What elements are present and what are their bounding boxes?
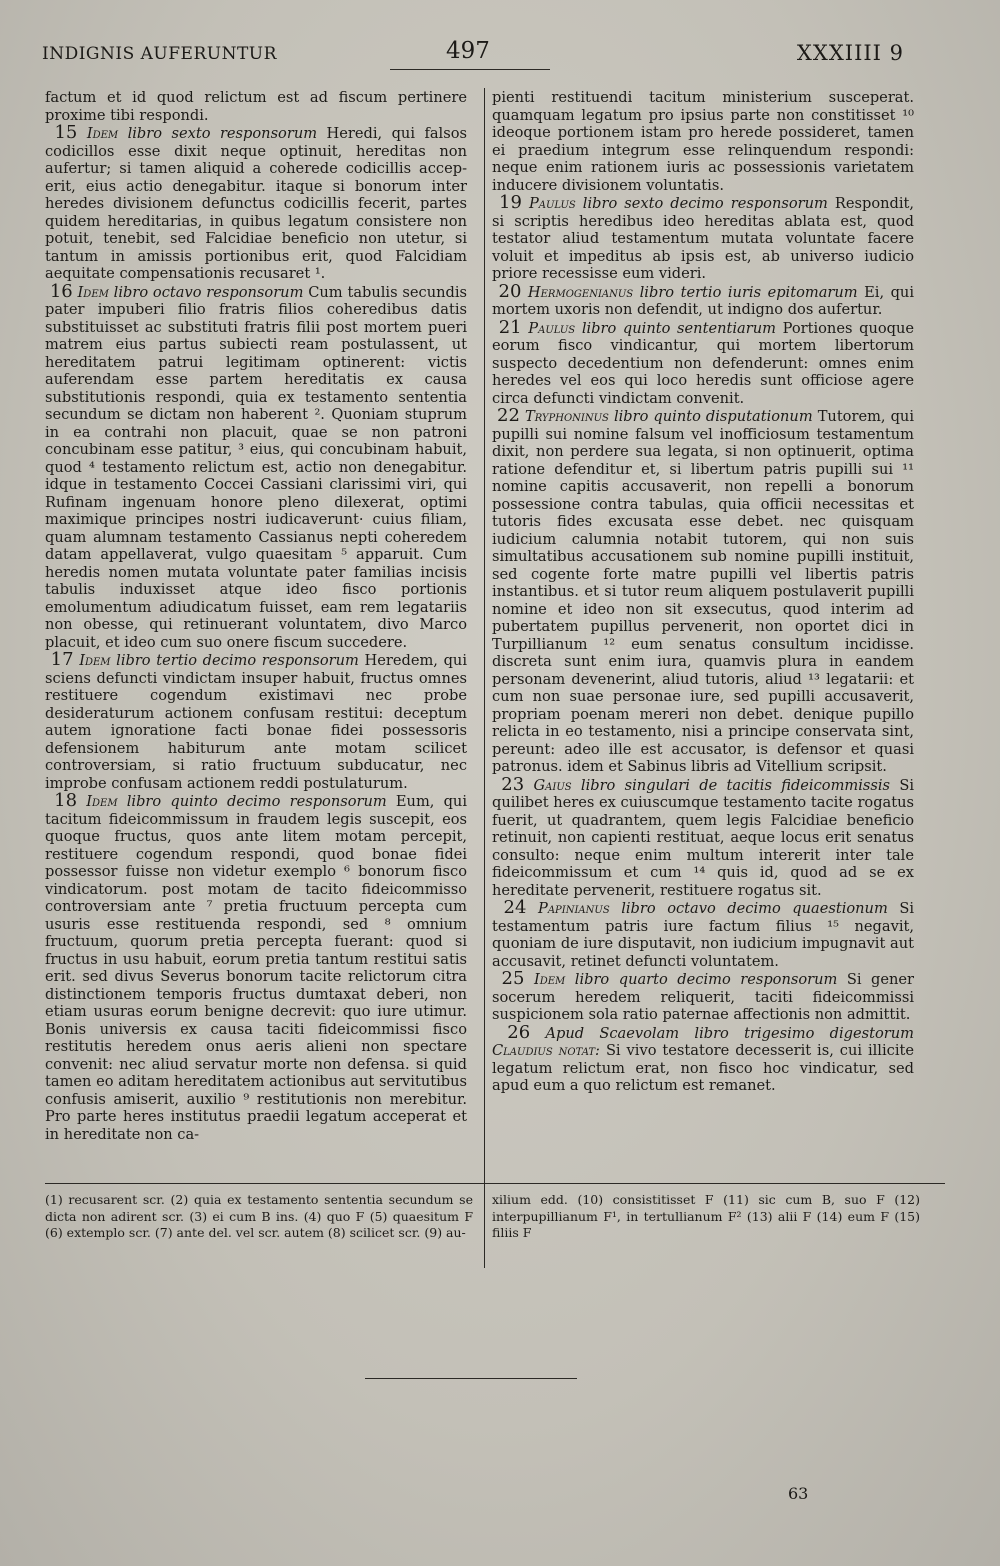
section-22 bbox=[492, 407, 914, 776]
footnotes-right: xilium edd. (10) consistitisset F (11) sic cum B, suo F (12) interpupillianum F¹, in tertullianum F² (13) alii F (14) eum F (15) filiis F bbox=[492, 1192, 920, 1240]
section-text: Si gener socerum heredem reliquerit, taciti fideicommissi suspicionem sola ratio paternae affectionis non admittit. bbox=[492, 971, 915, 1023]
footnotes-left: (1) recusarent scr. (2) quia ex testamento sententia secundum se dicta non adirent scr. (3) ei cum B ins. (4) quo F (5) quaesitum F (6) extemplo scr. (7) ante del. vel scr. autem (8) scilicet scr. (9) au- bbox=[45, 1192, 473, 1240]
section-number: 17 bbox=[50, 649, 74, 670]
column-divider bbox=[484, 88, 485, 1268]
section-text: Eum, qui tacitum fideicommissum in fraudem legis suscepit, eos quoque fructus, quos ante litem motam percepit, restituere cogendum respondi, quod bonae fidei possessor fuisse non videtur exemplo ⁶ bonorum fisco vindicatorum. post motam de tacito fideicommisso controversiam ante ⁷ pretia fructuum percepta cum usuris esse restituenda respondi, sed ⁸ omnium fructuum, quorum pretia percepta fuerant: quod si fructus in usu habuit, eorum pretia tantum restitui satis erit. sed divus Severus bonorum tacite relictorum citra distinctionem temporis fructus dumtaxat deberi, non etiam usuras eorum benigne decrevit: quo iure utimur. Bonis universis ex causa taciti fideicommissi fisco restitutis heredem onus aeris alieni non spectare convenit: nec aliud servatur morte non defensa. si quid tamen eo aditam hereditatem actionibus aut servitutibus confusis amiserit, auxilio ⁹ restitutionis non merebitur. Pro parte heres institutus praedii legatum acceperat et in hereditate non ca- bbox=[45, 793, 467, 1143]
section-25 bbox=[492, 970, 914, 1024]
section-book: libro sexto decimo responsorum bbox=[582, 195, 828, 212]
paragraph bbox=[45, 89, 467, 124]
section-text: Ei, qui mortem uxoris non defendit, ut indigno dos aufertur. bbox=[492, 283, 914, 318]
section-book: libro trigesimo digestorum bbox=[694, 1024, 915, 1042]
section-book: libro sexto responsorum bbox=[127, 125, 318, 142]
section-number: 15 bbox=[54, 122, 78, 143]
section-number: 18 bbox=[54, 790, 78, 811]
section-text: Si quilibet heres ex cuiuscumque testamento tacite rogatus fuerit, ut quadrantem, quem legis Falcidiae beneficio retinuit, non capienti restituat, aeque locus erit senatus consulto: neque enim multum intererit inter tale fideicommissum et cum ¹⁴ quis id, quod ad se ex hereditate pervenerit, restituere rogatus sit. bbox=[492, 776, 915, 899]
section-17 bbox=[45, 651, 467, 792]
paragraph-text: factum et id quod relictum est ad fiscum pertinere proxime tibi respondi. bbox=[45, 89, 467, 124]
running-head-reference: XXXIIII 9 bbox=[796, 41, 904, 65]
section-book: libro quinto sententiarum bbox=[581, 319, 776, 337]
section-16 bbox=[45, 280, 467, 652]
section-source: Idem bbox=[86, 125, 119, 142]
section-26 bbox=[492, 1021, 915, 1095]
section-text: Si testamentum patris iure factum filius ¹⁵ negavit, quoniam de iure disputavit, non iudicium impugnavit aut accusavit, retinet defuncti voluntatem. bbox=[492, 900, 915, 970]
section-source: Idem bbox=[79, 652, 111, 669]
section-text: Si vivo testatore decesserit is, cui illicite legatum relictum erat, non fisco hoc vindicatur, sed apud eum a quo relictum est remanet. bbox=[492, 1042, 914, 1094]
section-24 bbox=[492, 899, 914, 970]
paragraph-text: pienti restituendi tacitum ministerium susceperat. quamquam legatum pro ipsius parte non constitisset ¹⁰ ideoque portionem istam pro herede possideret, tamen ei praedium integrum esse relinquendum respondi: neque enim rationem iuris ac possessionis varietatem inducere divisionem voluntatis. bbox=[492, 89, 914, 194]
section-source: Tryphoninus bbox=[524, 408, 609, 425]
section-number: 23 bbox=[501, 773, 525, 795]
section-text: Cum tabulis secundis pater impuberi filio fratris filios coheredibus datis substituisset ac substituti fratris filii post mortem pueri matrem eius partus subiecti ream postulassent, ut hereditatem patrui legitimam optinerent: victis auferendam esse partem hereditatis ex causa substitutionis respondi, quia ex testamento sententia secundum se dictam non haberent ². Quoniam stuprum in ea contrahi non placuit, quae se non patroni concubinam esse patitur, ³ eius, qui concubinam habuit, quod ⁴ testamento relictum est, actio non denegabitur. idque in testamento Coccei Cassiani clarissimi viri, qui Rufinam ingenuam honore pleno dilexerat, optimi maximique principes nostri iudicaverunt· cuius filiam, quam alumnam testamento Cassianus nepti coheredem datam appellaverat, vulgo quaesitam ⁵ apparuit. Cum heredis nomen mutata voluntate pater familias incisis tabulis induxisset atque ideo fisco portionis emolumentum adiudicatum fuisset, eam rem legatariis non obesse, qui retinuerant voluntatem, divo Marco placuit, et ideo cum suo onere fiscum succedere. bbox=[45, 283, 467, 651]
section-source: Hermogenianus bbox=[527, 283, 634, 301]
page-number: 497 bbox=[446, 38, 490, 64]
section-text: Tutorem, qui pupilli sui nomine falsum vel inofficiosum testamentum dixit, non perdere sua legata, si non optinuerit, optima ratione defenditur et, si libertum patris pupilli sui ¹¹ nomine capitis accusaverit, non repelli a bonorum possessione contra tabulas, quia officii necessitas et tutoris fides excusata esse debet. nec quisquam iudicium calumnia notabit tutorem, qui non suis simultatibus accusationem sub nomine pupilli instituit, sed cogente forte matre pupilli vel libertis patris instantibus. et si tutor reum aliquem postulaverit pupilli nomine et ideo non sit exsecutus, quod interim ad pubertatem pupillus pervenerit, non oportet dici in Turpillianum ¹² eum senatus consultum incidisse. discreta sunt enim iura, quamvis plura in eandem personam devenerint, aliud tutoris, aliud ¹³ legatarii: et cum non suae personae iure, sed pupilli accusaverit, propriam poenam mereri non debet. denique pupillo relicta in eo testamento, nisi a principe conservata sint, pereunt: adeo ille est accusator, is defensor et quasi patronus. idem et Sabinus libris ad Vitellium scripsit. bbox=[492, 408, 914, 775]
section-number: 21 bbox=[498, 316, 522, 338]
section-source: Gaius bbox=[533, 776, 572, 794]
section-book: libro quinto decimo responsorum bbox=[126, 793, 387, 810]
section-book: libro octavo decimo quaestionum bbox=[621, 900, 888, 917]
section-book: libro tertio decimo responsorum bbox=[116, 652, 359, 669]
section-book: libro tertio iuris epitomarum bbox=[639, 283, 858, 301]
section-number: 26 bbox=[507, 1021, 531, 1043]
section-number: 22 bbox=[497, 405, 520, 426]
footnote-rule bbox=[45, 1183, 945, 1184]
running-head-title: INDIGNIS AUFERUNTUR bbox=[42, 44, 277, 64]
section-20 bbox=[492, 280, 914, 319]
bottom-rule bbox=[365, 1378, 577, 1379]
section-source: Paulus bbox=[528, 195, 576, 212]
section-source: Papinianus bbox=[538, 900, 610, 917]
section-number: 24 bbox=[503, 897, 527, 918]
section-23 bbox=[492, 773, 915, 900]
section-text: Portiones quoque eorum fisco vindicantur, qui mortem libertorum suspecto decedentium non defenderunt: omnes enim heredes vel eos qui loco heredis sunt officiose agere circa defuncti vindictam convenit. bbox=[492, 319, 915, 407]
section-source: Paulus bbox=[528, 319, 576, 337]
header-rule bbox=[390, 69, 550, 70]
section-21 bbox=[492, 316, 915, 408]
section-book: libro singulari de tacitis fideicommissis bbox=[580, 776, 891, 794]
section-book: libro quarto decimo responsorum bbox=[574, 971, 838, 988]
section-book: libro quinto disputationum bbox=[613, 408, 813, 425]
section-18 bbox=[45, 792, 467, 1143]
section-number: 20 bbox=[498, 280, 522, 302]
section-text: Respondit, si scriptis heredibus ideo hereditas ablata est, quod testator aliud testamentum mutata voluntate facere voluit et impeditus ab ipsis est, ab universo iudicio priore recessisse eum videri. bbox=[492, 195, 915, 282]
section-book: libro octavo responsorum bbox=[113, 283, 304, 301]
section-15 bbox=[45, 124, 467, 283]
left-column bbox=[45, 89, 467, 1143]
right-column bbox=[492, 89, 914, 1095]
note-source: Claudius notat: bbox=[492, 1042, 600, 1059]
section-source: Apud Scaevolam bbox=[545, 1024, 680, 1042]
section-source: Idem bbox=[77, 283, 109, 301]
signature-mark: 63 bbox=[788, 1484, 809, 1503]
section-text: Heredem, qui sciens defuncti vindictam insuper habuit, fructus omnes restituere cogendum existimavi nec probe desideraturum actionem confusam restitui: deceptum autem ignoratione facti bonae fidei possessoris defensionem habiturum ante motam scilicet controversiam, si ratio fructuum subducatur, nec improbe confusam actionem reddi postulaturum. bbox=[45, 652, 467, 792]
section-source: Idem bbox=[533, 971, 566, 988]
section-text: Heredi, qui falsos codicillos esse dixit neque optinuit, hereditas non aufertur; si tamen aliquid a coherede codicillis acceperit, eius actio denegabitur. itaque si bonorum inter heredes divisionem defunctus codicillis fecerit, partes quidem hereditarias, in quibus legatum consistere non potuit, tenebit, sed Falcidiae beneficio non utetur, si tantum in amissis portionibus erit, quod Falcidiam aequitate compensationis recusaret ¹. bbox=[45, 125, 467, 282]
paragraph bbox=[492, 89, 914, 194]
section-number: 25 bbox=[501, 968, 525, 989]
section-source: Idem bbox=[86, 793, 118, 810]
section-19 bbox=[492, 194, 914, 283]
section-number: 19 bbox=[499, 192, 522, 213]
section-number: 16 bbox=[49, 280, 73, 302]
